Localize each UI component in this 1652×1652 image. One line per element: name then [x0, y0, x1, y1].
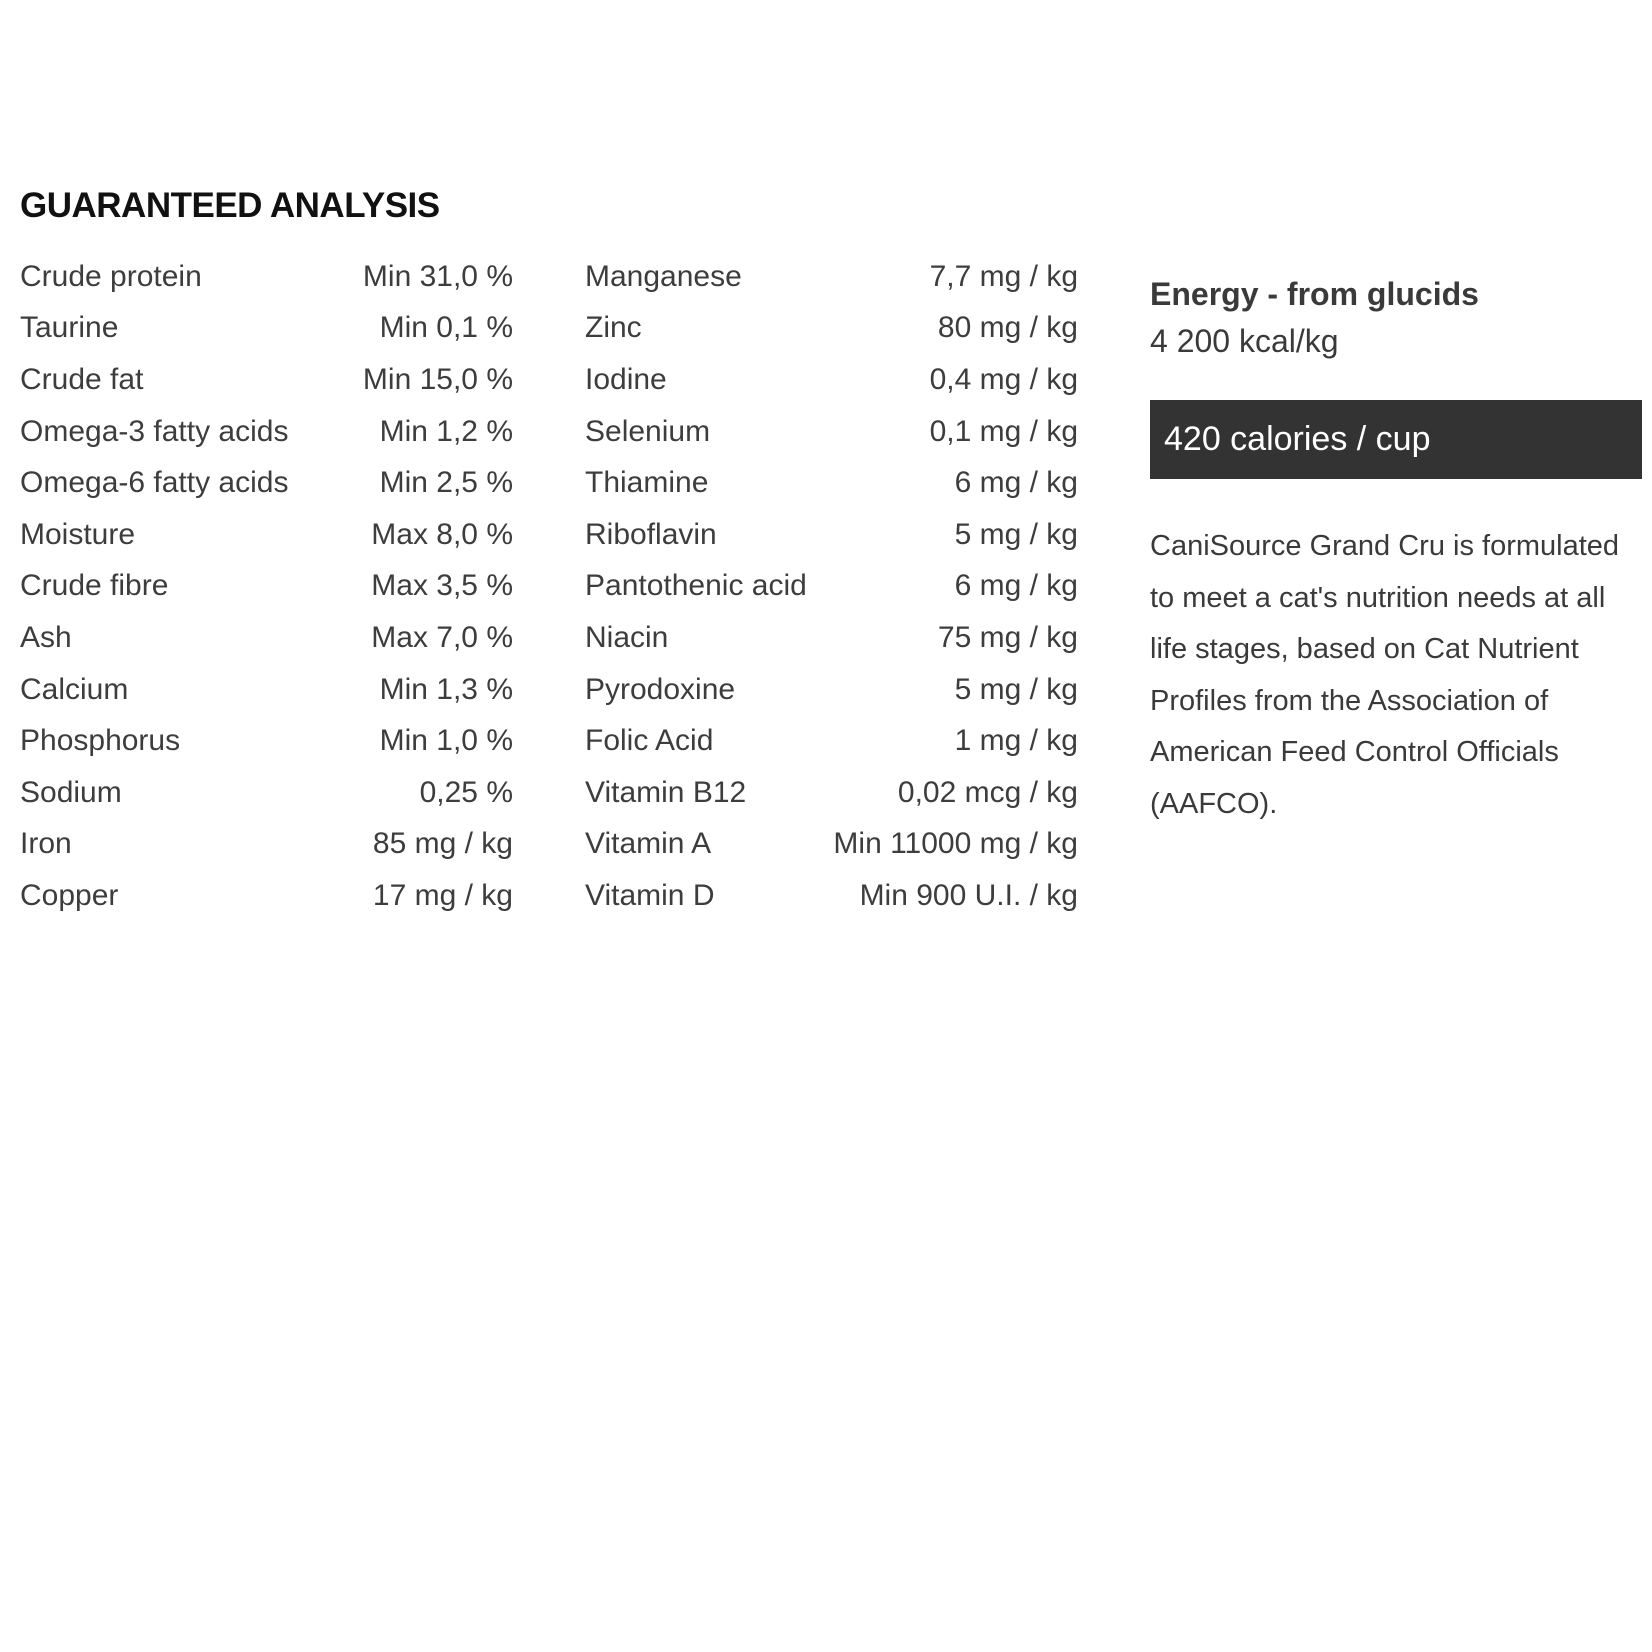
nutrient-value: 1 mg / kg: [954, 724, 1078, 758]
calories-per-cup-label: 420 calories / cup: [1164, 420, 1431, 458]
nutrient-name: Zinc: [585, 311, 642, 345]
energy-panel: [1150, 272, 1642, 859]
analysis-row: [585, 561, 1078, 613]
nutrient-name: Sodium: [20, 775, 122, 809]
analysis-row: [585, 303, 1078, 355]
nutrient-value: Max 8,0 %: [371, 517, 513, 551]
analysis-row: [585, 406, 1078, 458]
nutrient-name: Folic Acid: [585, 724, 714, 758]
nutrient-value: Min 15,0 %: [362, 362, 513, 396]
nutrient-value: Min 1,3 %: [379, 672, 513, 706]
analysis-row: [20, 612, 513, 664]
nutrient-name: Riboflavin: [585, 517, 717, 551]
nutrient-name: Niacin: [585, 620, 669, 654]
nutrient-value: 5 mg / kg: [954, 517, 1078, 551]
nutrient-value: 75 mg / kg: [937, 620, 1078, 654]
nutrient-value: Min 900 U.I. / kg: [859, 878, 1078, 912]
nutrient-value: 17 mg / kg: [372, 878, 513, 912]
analysis-row: [20, 870, 513, 922]
analysis-row: [585, 509, 1078, 561]
nutrient-value: Max 7,0 %: [371, 620, 513, 654]
analysis-row: [585, 612, 1078, 664]
nutrient-name: Pyrodoxine: [585, 672, 736, 706]
analysis-row: [20, 561, 513, 613]
analysis-row: [585, 354, 1078, 406]
nutrient-value: 85 mg / kg: [372, 827, 513, 861]
analysis-row: [20, 509, 513, 561]
nutrient-name: Pantothenic acid: [585, 569, 807, 603]
nutrient-name: Crude fibre: [20, 569, 169, 603]
nutrient-name: Omega-3 fatty acids: [20, 414, 289, 448]
nutrient-value: 0,02 mcg / kg: [897, 775, 1078, 809]
nutrient-name: Crude protein: [20, 259, 202, 293]
energy-title: Energy - from glucids: [1150, 276, 1479, 312]
analysis-row: [585, 870, 1078, 922]
nutrient-value: Min 31,0 %: [362, 259, 513, 293]
analysis-column-right: [585, 251, 1078, 922]
nutrient-name: Omega-6 fatty acids: [20, 466, 289, 500]
nutrient-value: 6 mg / kg: [954, 466, 1078, 500]
analysis-row: [585, 767, 1078, 819]
nutrient-name: Vitamin B12: [585, 775, 747, 809]
nutrient-value: 0,25 %: [419, 775, 513, 809]
nutrient-name: Vitamin A: [585, 827, 712, 861]
nutrient-value: Min 1,0 %: [379, 724, 513, 758]
nutrient-value: Min 2,5 %: [379, 466, 513, 500]
nutrient-name: Calcium: [20, 672, 129, 706]
analysis-row: [20, 457, 513, 509]
nutrient-value: Min 1,2 %: [379, 414, 513, 448]
nutrient-name: Manganese: [585, 259, 742, 293]
nutrient-value: 5 mg / kg: [954, 672, 1078, 706]
nutrient-name: Thiamine: [585, 466, 709, 500]
nutrient-value: 0,4 mg / kg: [929, 362, 1078, 396]
analysis-row: [20, 767, 513, 819]
nutrient-value: Min 0,1 %: [379, 311, 513, 345]
analysis-row: [20, 819, 513, 871]
calories-per-cup-badge: [1150, 400, 1642, 479]
analysis-row: [585, 715, 1078, 767]
analysis-row: [20, 664, 513, 716]
section-title: GUARANTEED ANALYSIS: [20, 186, 440, 225]
analysis-row: [585, 819, 1078, 871]
nutrient-value: 0,1 mg / kg: [929, 414, 1078, 448]
nutrient-value: 7,7 mg / kg: [929, 259, 1078, 293]
nutrient-name: Taurine: [20, 311, 119, 345]
nutrient-name: Iodine: [585, 362, 667, 396]
product-description: CaniSource Grand Cru is formulated to meet a cat's nutrition needs at all life stages, based on Cat Nutrient Profiles from the Association of American Feed Control Officials (AAFCO).: [1150, 530, 1620, 820]
nutrient-value: Min 11000 mg / kg: [833, 827, 1078, 861]
nutrient-name: Crude fat: [20, 362, 144, 396]
nutrient-value: 6 mg / kg: [954, 569, 1078, 603]
analysis-row: [20, 303, 513, 355]
nutrient-name: Ash: [20, 620, 72, 654]
nutrient-name: Selenium: [585, 414, 711, 448]
nutrient-value: 80 mg / kg: [937, 311, 1078, 345]
nutrient-name: Moisture: [20, 517, 136, 551]
analysis-row: [20, 251, 513, 303]
nutrient-name: Iron: [20, 827, 72, 861]
nutrient-value: Max 3,5 %: [371, 569, 513, 603]
nutrient-name: Copper: [20, 878, 119, 912]
analysis-row: [20, 406, 513, 458]
analysis-row: [20, 715, 513, 767]
energy-value: 4 200 kcal/kg: [1150, 323, 1339, 359]
analysis-column-left: [20, 251, 513, 922]
analysis-row: [585, 457, 1078, 509]
nutrient-name: Phosphorus: [20, 724, 181, 758]
nutrient-name: Vitamin D: [585, 878, 715, 912]
analysis-row: [20, 354, 513, 406]
analysis-row: [585, 664, 1078, 716]
analysis-row: [585, 251, 1078, 303]
